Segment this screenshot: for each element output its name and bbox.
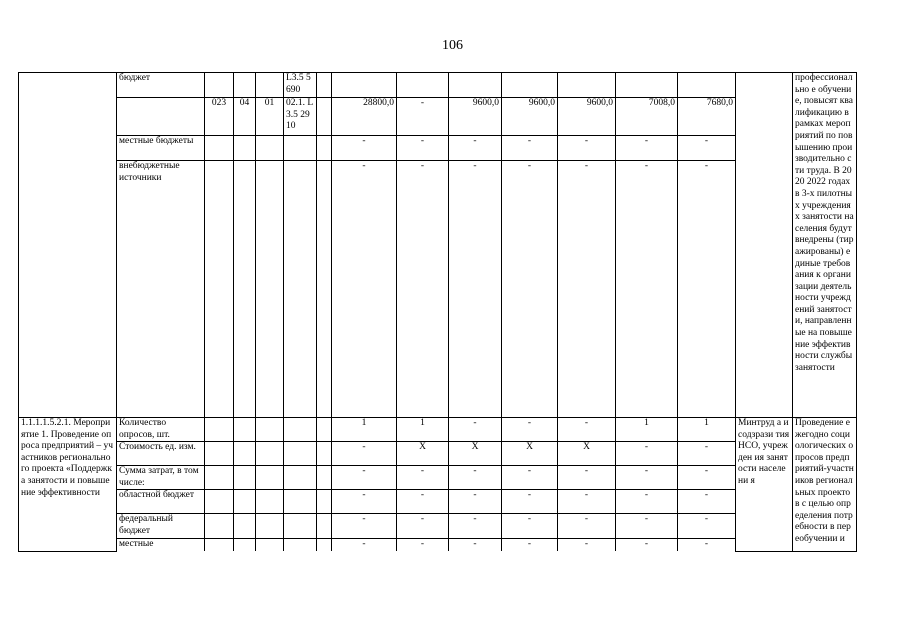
row-label: бюджет: [117, 73, 205, 98]
value-cell: X: [502, 442, 558, 466]
value-cell: -: [449, 514, 502, 538]
value-cell: -: [678, 442, 736, 466]
value-cell: -: [397, 514, 449, 538]
value-cell: -: [678, 136, 736, 161]
table-row: [19, 442, 857, 466]
empty-executor-cell: [736, 73, 793, 418]
code-cell: L3.5 5690: [284, 73, 317, 98]
value-cell: -: [678, 514, 736, 538]
subsection-code: 01: [256, 98, 284, 136]
value-cell: -: [397, 466, 449, 490]
value-cell: -: [678, 538, 736, 551]
value-cell: 9600,0: [502, 98, 558, 136]
value-cell: X: [449, 442, 502, 466]
table-row: [19, 161, 857, 418]
table-row: [19, 466, 857, 490]
row-label: Сумма затрат, в том числе:: [117, 466, 205, 490]
value-cell: -: [558, 514, 616, 538]
value-cell: 9600,0: [449, 98, 502, 136]
empty-code-cell: [19, 73, 117, 418]
value-cell: -: [616, 490, 678, 514]
value-cell: -: [502, 538, 558, 551]
value-cell: -: [616, 136, 678, 161]
row-label: федеральный бюджет: [117, 514, 205, 538]
value-cell: 1: [332, 418, 397, 442]
ministry-code: 023: [205, 98, 234, 136]
row-label: Стоимость ед. изм.: [117, 442, 205, 466]
value-cell: -: [616, 466, 678, 490]
row-label: местные бюджеты: [117, 136, 205, 161]
measure-description: 1.1.1.1.5.2.1. Мероприятие 1. Проведение опроса предприятий – участников регионального проекта «Поддержка занятости и повышение эффективности: [19, 418, 117, 552]
row-label: областной бюджет: [117, 490, 205, 514]
value-cell: -: [678, 490, 736, 514]
value-cell: -: [678, 466, 736, 490]
table-row: [19, 538, 857, 551]
value-cell: -: [502, 136, 558, 161]
table-row: [19, 73, 857, 98]
value-cell: -: [449, 490, 502, 514]
value-cell: -: [332, 161, 397, 418]
value-cell: -: [332, 538, 397, 551]
value-cell: -: [502, 490, 558, 514]
row-label: внебюджетные источники: [117, 161, 205, 418]
row-label: местные: [117, 538, 205, 551]
value-cell: 1: [616, 418, 678, 442]
page-number: 106: [442, 38, 463, 53]
value-cell: -: [616, 442, 678, 466]
value-cell: -: [449, 161, 502, 418]
value-cell: -: [558, 538, 616, 551]
table-row: [19, 514, 857, 538]
table-row: [19, 490, 857, 514]
table-row: [19, 136, 857, 161]
value-cell: -: [502, 514, 558, 538]
value-cell: -: [616, 514, 678, 538]
target-code: 02.1. L3.5 2910: [284, 98, 317, 136]
value-cell: 9600,0: [558, 98, 616, 136]
value-cell: -: [558, 466, 616, 490]
result-description: профессионально е обучение, повысят квалификацию в рамках мероприятий по повышению производительно сти труда. В 2020 2022 годах в 3-х пилотных учреждениях занятости населения будут внедрены (тиражированы) единые требования к организации деятельности учреждений занятости, направленные на повышение эффективности службы занятости: [793, 73, 857, 418]
value-cell: -: [449, 136, 502, 161]
result-description: Проведение ежегодно социологических опросов предприятий-участников региональных проектов с целью определения потребности в переобучении и: [793, 418, 857, 552]
value-cell: -: [449, 466, 502, 490]
value-cell: -: [397, 490, 449, 514]
value-cell: -: [449, 418, 502, 442]
value-cell: -: [678, 161, 736, 418]
value-cell: -: [397, 136, 449, 161]
value-cell: -: [332, 490, 397, 514]
value-cell: -: [332, 136, 397, 161]
section-code: 04: [234, 98, 256, 136]
value-cell: X: [558, 442, 616, 466]
value-cell: -: [397, 98, 449, 136]
value-cell: -: [449, 538, 502, 551]
value-cell: -: [558, 136, 616, 161]
value-cell: -: [332, 442, 397, 466]
value-cell: 28800,0: [332, 98, 397, 136]
value-cell: -: [332, 514, 397, 538]
program-table: [18, 72, 857, 552]
value-cell: -: [397, 161, 449, 418]
table-row: [19, 418, 857, 442]
value-cell: -: [397, 538, 449, 551]
value-cell: -: [558, 418, 616, 442]
executor-cell: Минтруд а и содзрази тия НСО, учрежден ия занятости населени я: [736, 418, 793, 552]
row-label: Количество опросов, шт.: [117, 418, 205, 442]
table-row: [19, 98, 857, 136]
value-cell: 7008,0: [616, 98, 678, 136]
value-cell: -: [502, 418, 558, 442]
value-cell: X: [397, 442, 449, 466]
value-cell: 7680,0: [678, 98, 736, 136]
value-cell: -: [616, 538, 678, 551]
value-cell: -: [502, 466, 558, 490]
value-cell: 1: [397, 418, 449, 442]
value-cell: 1: [678, 418, 736, 442]
value-cell: -: [558, 490, 616, 514]
value-cell: -: [332, 466, 397, 490]
value-cell: -: [558, 161, 616, 418]
value-cell: -: [616, 161, 678, 418]
value-cell: -: [502, 161, 558, 418]
